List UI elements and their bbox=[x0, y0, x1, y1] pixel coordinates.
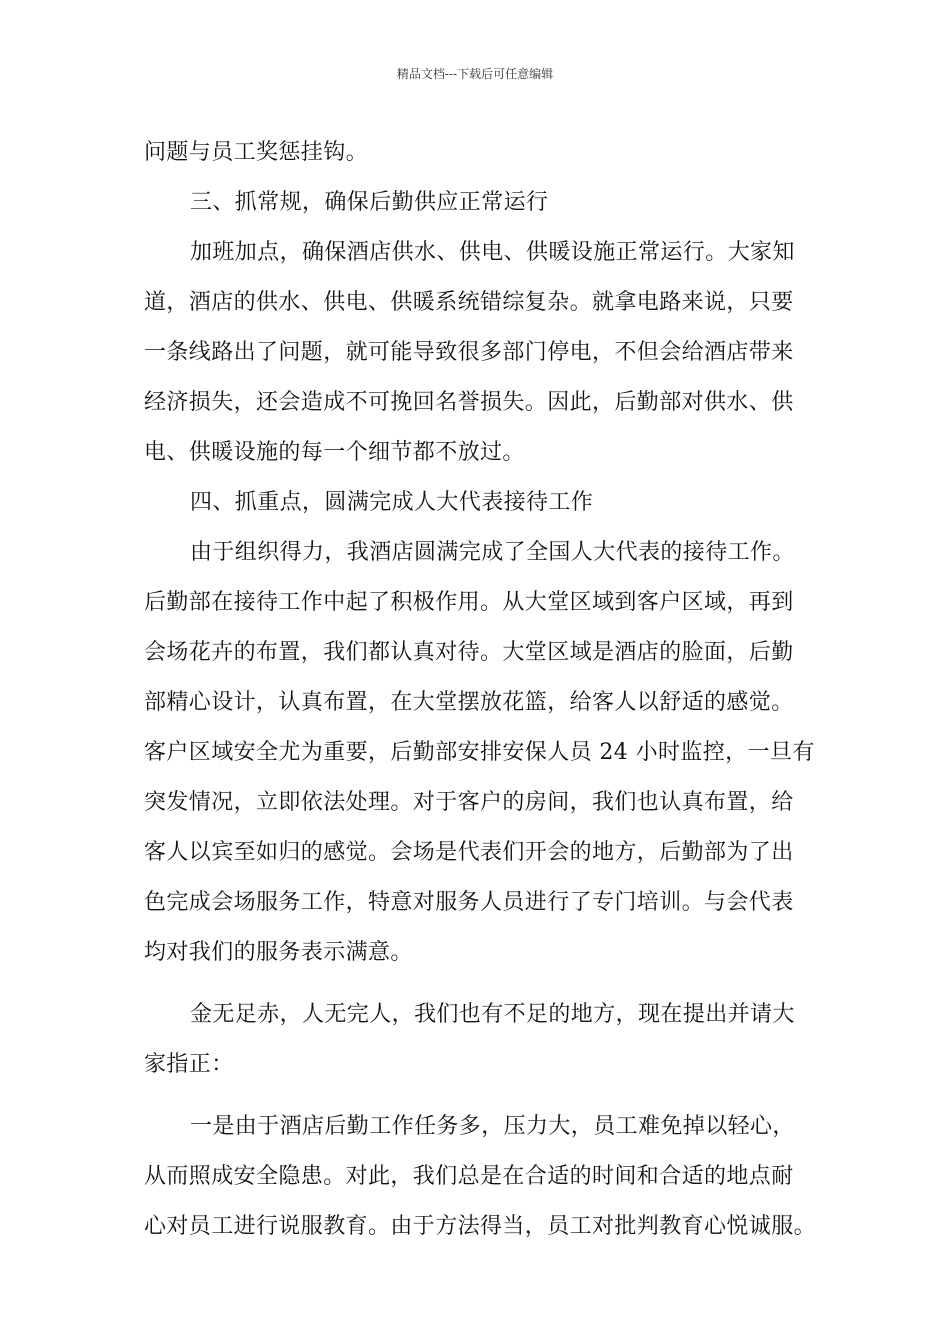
text-line: 部精心设计，认真布置，在大堂摆放花篮，给客人以舒适的感觉。 bbox=[144, 690, 794, 715]
text-line: 问题与员工奖惩挂钩。 bbox=[144, 140, 369, 165]
text-line: 电、供暖设施的每一个细节都不放过。 bbox=[144, 440, 525, 465]
section-heading: 三、抓常规，确保后勤供应正常运行 bbox=[190, 190, 549, 215]
document-body bbox=[144, 128, 816, 1252]
text-line: 色完成会场服务工作，特意对服务人员进行了专门培训。与会代表 bbox=[144, 890, 794, 915]
text-line: 从而照成安全隐患。对此，我们总是在合适的时间和合适的地点耐 bbox=[144, 1164, 794, 1189]
page-header: 精品文档---下载后可任意编辑 bbox=[396, 67, 554, 81]
text-line: 金无足赤，人无完人，我们也有不足的地方，现在提出并请大 bbox=[190, 1002, 795, 1027]
text-line: 会场花卉的布置，我们都认真对待。大堂区域是酒店的脸面，后勤 bbox=[144, 640, 794, 665]
text-line: 一条线路出了问题，就可能导致很多部门停电，不但会给酒店带来 bbox=[144, 340, 794, 365]
text-line: 客人以宾至如归的感觉。会场是代表们开会的地方，后勤部为了出 bbox=[144, 840, 794, 865]
text-line: 一是由于酒店后勤工作任务多，压力大，员工难免掉以轻心， bbox=[190, 1114, 795, 1139]
text-line: 客户区域安全尤为重要，后勤部安排安保人员 24 小时监控，一旦有 bbox=[144, 740, 815, 765]
section-heading: 四、抓重点，圆满完成人大代表接待工作 bbox=[190, 490, 594, 515]
text-line: 突发情况，立即依法处理。对于客户的房间，我们也认真布置，给 bbox=[144, 790, 794, 815]
text-line: 加班加点，确保酒店供水、供电、供暖设施正常运行。大家知 bbox=[190, 240, 795, 265]
text-line: 家指正： bbox=[144, 1052, 234, 1077]
text-line: 后勤部在接待工作中起了积极作用。从大堂区域到客户区域，再到 bbox=[144, 590, 794, 615]
text-line: 道，酒店的供水、供电、供暖系统错综复杂。就拿电路来说，只要 bbox=[144, 290, 794, 315]
text-line: 经济损失，还会造成不可挽回名誉损失。因此，后勤部对供水、供 bbox=[144, 390, 794, 415]
text-line: 由于组织得力，我酒店圆满完成了全国人大代表的接待工作。 bbox=[190, 540, 795, 565]
text-line: 心对员工进行说服教育。由于方法得当，员工对批判教育心悦诚服。 bbox=[144, 1214, 817, 1239]
text-line: 均对我们的服务表示满意。 bbox=[144, 940, 413, 965]
